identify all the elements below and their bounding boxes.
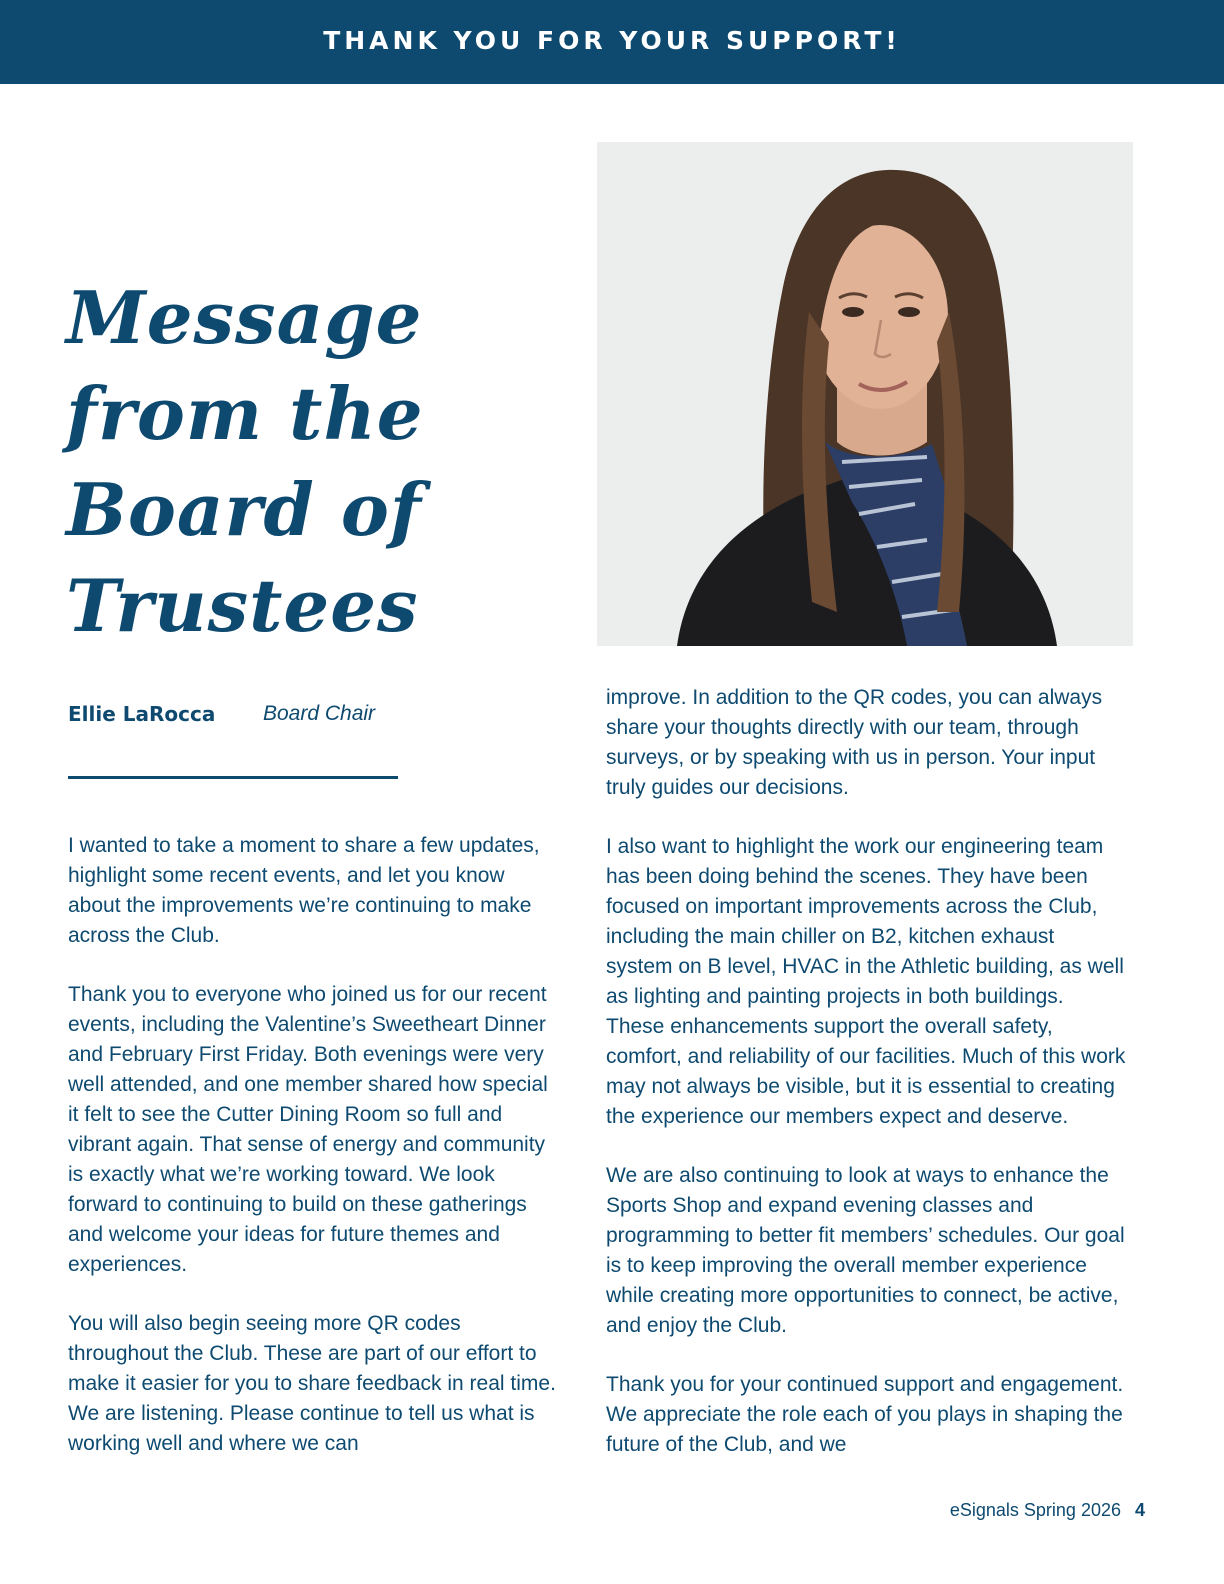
body-column-right	[606, 683, 1126, 1489]
divider	[68, 776, 398, 779]
page-number: 4	[1134, 1500, 1145, 1520]
title-line: Board of	[66, 467, 422, 552]
body-paragraph: I wanted to take a moment to share a few updates, highlight some recent events, and let you know about the improvements we’re continuing to make across the Club.	[68, 834, 540, 947]
title-line: Message	[66, 275, 423, 360]
body-paragraph: Thank you to everyone who joined us for our recent events, including the Valentine’s Sweetheart Dinner and February First Friday. Both evenings were very well attended, and one member shared how special it felt to see the Cutter Dining Room so full and vibrant again. That sense of energy and community is exactly what we’re working toward. We look forward to continuing to build on these gatherings and welcome your ideas for future themes and experiences.	[68, 983, 548, 1276]
title-line: from the	[66, 371, 424, 456]
body-paragraph: I also want to highlight the work our engineering team has been doing behind the scenes. They have been focused on important improvements across the Club, including the main chiller on B2, kitchen exhaust system on B level, HVAC in the Athletic building, as well as lighting and painting projects in both buildings. These enhancements support the overall safety, comfort, and reliability of our facilities. Much of this work may not always be visible, but it is essential to creating the experience our members expect and deserve.	[606, 835, 1126, 1128]
publication-name: eSignals Spring 2026	[949, 1500, 1121, 1520]
page-title	[66, 270, 506, 654]
body-paragraph: improve. In addition to the QR codes, you can always share your thoughts directly with our team, through surveys, or by speaking with us in person. Your input truly guides our decisions.	[606, 686, 1103, 799]
byline	[68, 702, 376, 727]
page-footer	[900, 1500, 1145, 1521]
body-paragraph: We are also continuing to look at ways to enhance the Sports Shop and expand evening classes and programming to better fit members’ schedules. Our goal is to keep improving the overall member experience while creating more opportunities to connect, be active, and enjoy the Club.	[606, 1164, 1125, 1337]
body-column-left	[68, 831, 560, 1488]
portrait-illustration	[597, 142, 1133, 646]
title-line: Trustees	[66, 563, 419, 648]
body-paragraph: Thank you for your continued support and engagement. We appreciate the role each of you plays in shaping the future of the Club, and we	[606, 1373, 1124, 1456]
author-role: Board Chair	[263, 702, 376, 725]
portrait-photo	[597, 142, 1133, 646]
body-paragraph: You will also begin seeing more QR codes throughout the Club. These are part of our effort to make it easier for you to share feedback in real time. We are listening. Please continue to tell us what is working well and where we can	[68, 1312, 556, 1455]
top-banner	[0, 0, 1224, 84]
banner-text: THANK YOU FOR YOUR SUPPORT!	[323, 26, 901, 55]
author-name: Ellie LaRocca	[68, 702, 216, 726]
